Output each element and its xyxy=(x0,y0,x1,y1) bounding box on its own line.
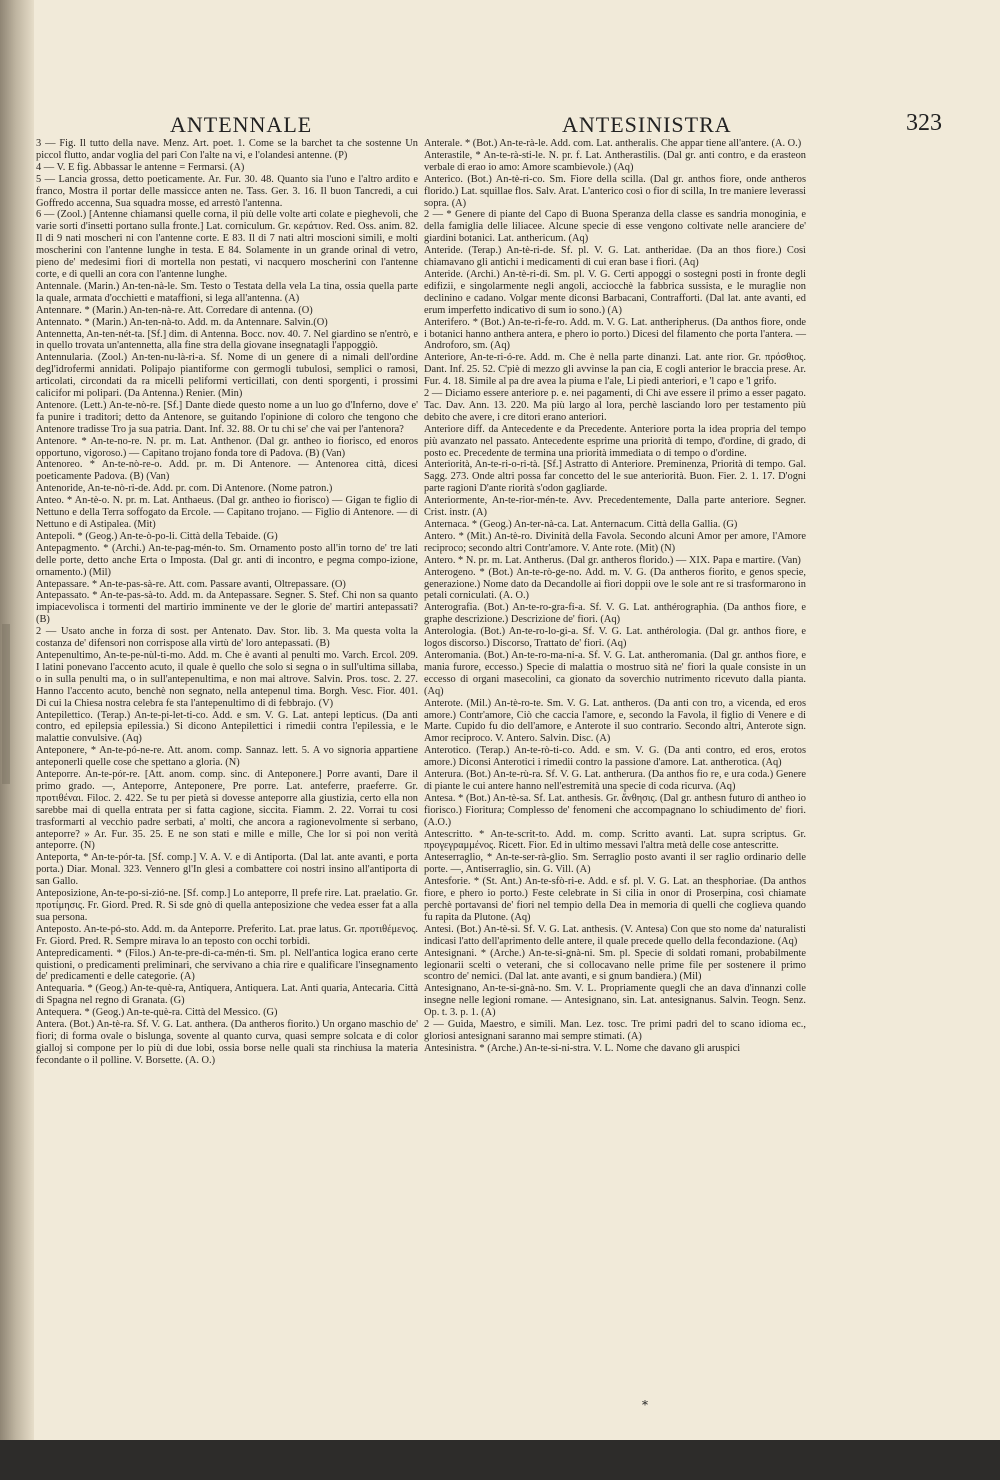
dictionary-entry: Antenore. (Lett.) An-te-nò-re. [Sf.] Dante diede questo nome a un luo go d'Inferno, dove e' fa punire i traditori; detto da Antenore, se guitando l'opinione di coloro che tengono che Antenore tradisse Tro ja sua patria. Dant. Inf. 32. 88. Or tu chi se' che vai per l'antenora? xyxy=(36,399,418,435)
dictionary-entry: Anteposto. An-te-pó-sto. Add. m. da Anteporre. Preferito. Lat. prae latus. Gr. προτιθέμενος. Fr. Giord. Pred. R. Sempre mirava lo an teposto con occhi torbidi. xyxy=(36,923,418,947)
dictionary-entry: Antequaria. * (Geog.) An-te-què-ra, Antiquera, Antiquera. Lat. Anti quaria, Antecaria. Città di Spagna nel regno di Granata. (G) xyxy=(36,983,418,1007)
dictionary-entry: Antenore. * An-te-no-re. N. pr. m. Lat. Anthenor. (Dal gr. antheo io fiorisco, ed enoros opportuno, vigoroso.) — Capitano trojano fonda tore di Padova. (B) (Van) xyxy=(36,435,418,459)
dictionary-entry: Antero. * (Mit.) An-tè-ro. Divinità della Favola. Secondo alcuni Amor per amore, l'Amore reciproco; secondo altri Contr'amore. V. Ante rote. (Mit) (N) xyxy=(424,530,806,554)
running-head-right: ANTESINISTRA xyxy=(562,112,732,137)
dictionary-entry: Anteporre. An-te-pór-re. [Att. anom. comp. sinc. di Anteponere.] Porre avanti, Dare il primo grado. —, Anteporre, Anteponere, Pre porre. Lat. anteferre, praeferre. Gr. προτιθέναι. Filoc. 2. 422. Se tu per pietà si dovesse anteporre alla giustizia, certo ella non sarebbe mai di quella entrata per sì fatta cagione, siccita. Fiamm. 2. 22. Vorrai tu cosi trasformarti al vecchio padre serbati, a' molti, che ancora a ragionevolmente si serbano, anteporre? » Ar. Fur. 35. 25. E ne son stati e mille e mille, Che lor si poi non verità anteporre. (N) xyxy=(36,769,418,852)
dictionary-entry: Antepassato. * An-te-pas-sà-to. Add. m. da Antepassare. Segner. S. Stef. Chi non sa quanto impiacevolisca i tormenti del martirio imminente ve der le glorie de' martiri antepassati? (B) xyxy=(36,590,418,626)
dictionary-entry: Antennare. * (Marin.) An-ten-nà-re. Att. Corredare di antenna. (O) xyxy=(36,304,313,316)
dictionary-entry: Anterografia. (Bot.) An-te-ro-gra-fi-a. Sf. V. G. Lat. anthérographia. (Da anthos fiore, e graphe descrizione.) Descrizione de' fiori. (Aq) xyxy=(424,602,806,626)
dictionary-entry: 2 — Usato anche in forza di sost. per Antenato. Dav. Stor. lib. 3. Ma questa volta la costanza de' difensori non corrispose alla virtù de' loro antepassati. (B) xyxy=(36,626,418,650)
page-number: 323 xyxy=(906,110,942,136)
dictionary-entry: Anteporta, * An-te-pór-ta. [Sf. comp.] V. A. V. e di Antiporta. (Dal lat. ante avanti, e porta porta.) Diar. Monal. 323. Vennero gl'In glesi a combattere coi nostri insino all'antiporta di san Gallo. xyxy=(36,852,418,888)
footer-mark: * xyxy=(642,1398,648,1412)
dictionary-entry: Antepilettico. (Terap.) An-te-pi-let-ti-co. Add. e sm. V. G. Lat. antepi lepticus. (Da anti contro, ed epilepsia epilessia.) Si dicono Antepilettici i rimedii contra l'epilessia, e le malattie convulsive. (Aq) xyxy=(36,709,418,745)
dictionary-entry: Antepagmento. * (Archi.) An-te-pag-mén-to. Sm. Ornamento posto all'in torno de' tre lati delle porte, detto anche Erta o Imposta. (Dal gr. anti di incontro, e pegma compo-izione, ornamento.) (Mil) xyxy=(36,542,418,578)
dictionary-entry: Antepoli. * (Geog.) An-te-ò-po-li. Città della Tebaide. (G) xyxy=(36,530,278,542)
dictionary-entry: Anteo. * An-tè-o. N. pr. m. Lat. Anthaeus. (Dal gr. antheo io fiorisco) — Gigan te figlio di Nettuno e della Terra soffogato da Ercole. — Capitano trojano. — Figlio di Antenore. — di Nettuno e di Astipalea. (Mit) xyxy=(36,495,418,530)
dictionary-entry: Anterote. (Mil.) An-tè-ro-te. Sm. V. G. Lat. antheros. (Da anti con tro, a vicenda, ed eros amore.) Contr'amore, Ciò che caccia l'amore, e, secondo la Favola, il figlio di Venere e di Marte. Cupido fu dio dell'amore, e Anterote il suo contrario. Secondo altri, Anterote sign. Amor reciproco. V. Antero. Salvin. Disc. (A) xyxy=(424,697,806,745)
dictionary-entry: Anteriormente, An-te-rior-mén-te. Avv. Precedentemente, Dalla parte anteriore. Segner. Crist. instr. (A) xyxy=(424,495,806,519)
scan-bottom-border xyxy=(0,1440,1000,1480)
dictionary-entry: Anteposizione, An-te-po-si-zió-ne. [Sf. comp.] Lo anteporre, Il prefe rire. Lat. praelatio. Gr. προτίμησις. Fr. Giord. Pred. R. Si sde gnò di quella anteposizione che vedea esser fat a alla sua persona. xyxy=(36,888,418,923)
dictionary-entry: Antescritto. * An-te-scrit-to. Add. m. comp. Scritto avanti. Lat. supra scriptus. Gr. προγεγραμμένος. Ricett. Fior. Ed in ultimo messavi l'altra metà delle cose antescritte. xyxy=(424,828,806,852)
dictionary-entry: Antenoride, An-te-nò-ri-de. Add. pr. com. Di Antenore. (Nome patron.) xyxy=(36,483,333,495)
dictionary-entry: Anteriore diff. da Antecedente e da Precedente. Anteriore porta la idea propria del tempo più avanzato nel passato. Antecedente esprime una priorità di tempo, d'ordine, di grado, di posto ec. Precedente de termina una priorità immediata o di tempo o d'ordine. xyxy=(424,423,806,459)
dictionary-entry: Antesa. * (Bot.) An-tè-sa. Sf. Lat. anthesis. Gr. ἄνθησις. (Dal gr. anthesn futuro di antheo io fiorisco.) Fioritura; Complesso de' fenomeni che accompagnano lo schiudimento de' fiori. (A.O.) xyxy=(424,792,806,828)
dictionary-entry: Antepredicamenti. * (Filos.) An-te-pre-di-ca-mén-ti. Sm. pl. Nell'antica logica erano certe quistioni, o predicamenti preliminari, che servivano a chia rire e qualificare l'insegnamento de' predicamenti e delle categorie. (A) xyxy=(36,947,418,983)
running-head-left: ANTENNALE xyxy=(170,112,313,137)
dictionary-entry: Anterastile, * An-te-rà-sti-le. N. pr. f. Lat. Antherastilis. (Dal gr. anti contro, e da erasteon verbale di erao io amo: Amore scambievole.) (Aq) xyxy=(424,149,806,173)
dictionary-entry: 2 — Diciamo essere anteriore p. e. nei pagamenti, di Chi ave essere il primo a esser pagato. Tac. Dav. Ann. 13. 220. Ma più largo al lora, perchè lasciando loro per testamento più debito che avere, i cre ditori erano anteriori. xyxy=(424,388,806,423)
dictionary-entry: Anteriorità, An-te-ri-o-ri-tà. [Sf.] Astratto di Anteriore. Preminenza, Priorità di tempo. Gal. Sagg. 273. Onde altri possa far concetto del le sue anteriorità. Buon. Fier. 2. 1. 17. D'ogni parte ragioni D'ante riorità s'odon gagliarde. xyxy=(424,459,806,495)
dictionary-entry: 3 — Fig. Il tutto della nave. Menz. Art. poet. 1. Come se la barchet ta che sostenne Un piccol flutto, andar voglia del pari Con l'alte na vi, e l'olandesi antenne. (P) xyxy=(36,138,418,161)
dictionary-entry: Anteponere, * An-te-pó-ne-re. Att. anom. comp. Sannaz. lett. 5. A vo signoria appartiene anteponerli quelle cose che spettano a gloria. (N) xyxy=(36,745,418,769)
dictionary-entry: Antennetta, An-ten-nét-ta. [Sf.] dim. di Antenna. Bocc. nov. 40. 7. Nel giardino se n'entrò, e in quello trovata un'antennetta, alla fine stra della giovane insegnatagli l'appoggiò. xyxy=(36,328,418,352)
dictionary-entry: Antequera. * (Geog.) An-te-què-ra. Città del Messico. (G) xyxy=(36,1007,278,1019)
dictionary-entry: Anterale. * (Bot.) An-te-rà-le. Add. com. Lat. antheralis. Che appar tiene all'antere. (A. O.) xyxy=(424,138,802,149)
dictionary-entry: Antesignano, An-te-si-gnà-no. Sm. V. L. Propriamente quegli che an dava d'innanzi colle insegne nelle legioni romane. — Antesignano, sin. Lat. antesignanus. Salvin. Teogn. Senz. Op. t. 3. p. 1. (A) xyxy=(424,983,806,1019)
dictionary-entry: Antesinistra. * (Arche.) An-te-si-ni-stra. V. L. Nome che davano gli aruspici xyxy=(424,1042,741,1054)
dictionary-entry: Antesforie. * (St. Ant.) An-te-sfò-ri-e. Add. e sf. pl. V. G. Lat. an thesphoriae. (Da anthos fiore, e phero io porto.) Feste celebrate in Si cilia in onor di Proserpina, così chiamate perchè portavansi de' fiori nel tempio della Dea in memoria di quelli che coglieva quando fu rapita da Plutone. (Aq) xyxy=(424,876,806,923)
dictionary-entry: Anteride. (Terap.) An-tè-ri-de. Sf. pl. V. G. Lat. antheridae. (Da an thos fiore.) Così chiamavano gli antichi i medicamenti di cui eran base i fiori. (Aq) xyxy=(424,245,806,269)
dictionary-entry: Anterologia. (Bot.) An-te-ro-lo-gi-a. Sf. V. G. Lat. anthérologia. (Dal gr. anthos fiore, e logos discorso.) Discorso, Trattato de' fiori. (Aq) xyxy=(424,626,806,650)
dictionary-entry: 4 — V. E fig. Abbassar le antenne = Fermarsi. (A) xyxy=(36,161,245,173)
dictionary-entry: Anteserraglio, * An-te-ser-rà-glio. Sm. Serraglio posto avanti il ser raglio ordinario delle porte. —, Antiserraglio, sin. G. Vill. (A) xyxy=(424,852,806,876)
right-column xyxy=(424,138,806,1055)
dictionary-entry: 6 — (Zool.) [Antenne chiamansi quelle corna, il più delle volte arti colate e pieghevoli, che varie sorti d'insetti portano sulla fronte.] Lat. corniculum. Gr. κεράτιον. Red. Oss. anim. 82. Il di 9 nati moscheri ni con l'antenne corte. E 83. Il di 7 nati altri moscioni simili, e molti moscherini con l'antenne lunghe in testa. E 84. Solamente in un grande orinal di vetro, pieno de' medesimi fiori di mortella non pestati, vi nacquero moscherini con l'antenne corte, e di quelli an cora con l'antenne lunghe. xyxy=(36,209,418,280)
dictionary-entry: Anterifero. * (Bot.) An-te-rì-fe-ro. Add. m. V. G. Lat. antheripherus. (Da anthos fiore, onde i botanici hanno anthera antera, e phero io porto.) Dicesi del filamento che porta l'antera. — Androforo, sm. (Aq) xyxy=(424,316,806,352)
dictionary-entry: Antepassare. * An-te-pas-sà-re. Att. com. Passare avanti, Oltrepassare. (O) xyxy=(36,578,346,590)
binding-mark xyxy=(2,624,10,784)
dictionary-entry: Anterura. (Bot.) An-te-rù-ra. Sf. V. G. Lat. antherura. (Da anthos fio re, e ura coda.) Genere di piante le cui antere hanno nell'estremità una specie di coda ricurva. (Aq) xyxy=(424,769,806,792)
dictionary-entry: Antenoreo. * An-te-nò-re-o. Add. pr. m. Di Antenore. — Antenorea città, dicesi poeticamente Padova. (B) (Van) xyxy=(36,459,418,483)
dictionary-entry: Anteromania. (Bot.) An-te-ro-ma-ni-a. Sf. V. G. Lat. antheromania. (Dal gr. anthos fiore, e mania furore, eccesso.) Specie di malattia o mostruo sità ne' fiori la quale consiste in un eccesso di organi masecolini, ca gionato da soverchio nutrimento ricevuto dalla pianta. (Aq) xyxy=(424,649,806,697)
dictionary-entry: Antepenultimo, An-te-pe-nùl-ti-mo. Add. m. Che è avanti al penulti mo. Varch. Ercol. 209. I latini ponevano l'accento acuto, il quale è quello che solo si segna o in sull'ultima sillaba, o in sulla penulti ma, o in sull'antepenultima, e non mai altrove. Salvin. Pros. tosc. 2. 27. Hanno l'accento acuto, benchè non segnato, nella antepenul tima. Borgh. Vesc. Fior. 401. Di cui la Chiesa nostra celebra fe sta l'antepenultimo di di febbrajo. (V) xyxy=(36,649,418,709)
dictionary-entry: Antennularia. (Zool.) An-ten-nu-là-ri-a. Sf. Nome di un genere di a nimali dell'ordine degl'idrofermi annidati. Polipajo piantiforme con germogli tubulosi, semplici o ramosi, articolati, circondati da ra micelli peliformi verticillati, con denti sporgenti, i prossimi calicifor mi polipari. (Da Antenna.) Renier. (Min) xyxy=(36,352,418,400)
dictionary-entry: Anternaca. * (Geog.) An-ter-nà-ca. Lat. Anternacum. Città della Gallia. (G) xyxy=(424,519,738,530)
dictionary-entry: Antennale. (Marin.) An-ten-nà-le. Sm. Testo o Testata della vela La tina, ossia quella parte la quale, armata d'occhietti e mataffioni, si lega all'antenna. (A) xyxy=(36,280,418,304)
dictionary-entry: Antero. * N. pr. m. Lat. Antherus. (Dal gr. antheros florido.) — XIX. Papa e martire. (Van) xyxy=(424,554,801,566)
dictionary-entry: Anteriore, An-te-ri-ó-re. Add. m. Che è nella parte dinanzi. Lat. ante rior. Gr. πρόσθιος. Dant. Inf. 25. 52. C'piè di mezzo gli avvinse la pan cia, E cogli anterior le braccia prese. Ar. Fur. 4. 18. Simile al pa dre avea la piuma e l'ale, Li piedi anteriori, e 'l capo e 'l grifo. xyxy=(424,352,806,388)
dictionary-entry: Anterotico. (Terap.) An-te-rò-ti-co. Add. e sm. V. G. (Da anti contro, ed eros, erotos amore.) Diconsi Anterotici i rimedii contro la passione d'amore. Lat. antherotica. (Aq) xyxy=(424,745,806,769)
dictionary-entry: Anterico. (Bot.) An-tè-ri-co. Sm. Fiore della scilla. (Dal gr. anthos fiore, onde antheros florido.) Lat. squillae flos. Salv. Arat. L'anterico così o fior di scilla, In tre maniere leverassi sopra. (A) xyxy=(424,173,806,209)
dictionary-entry: Antesi. (Bot.) An-tè-si. Sf. V. G. Lat. anthesis. (V. Antesa) Con que sto nome da' naturalisti indicasi l'atto dell'aprimento delle antere, il quale precede quello della fecondazione. (Aq) xyxy=(424,923,806,947)
dictionary-entry: 5 — Lancia grossa, detto poeticamente. Ar. Fur. 30. 48. Quanto sia l'uno e l'altro ardito e franco, Mostra il portar delle massicce anten ne. Tass. Ger. 3. 16. Il buon Tancredi, a cui Goffredo accenna, Sua squadra mosse, ed arrestò l'antenna. xyxy=(36,173,418,209)
left-column xyxy=(36,138,418,1067)
dictionary-entry: Antesignani. * (Arche.) An-te-si-gnà-ni. Sm. pl. Specie di soldati romani, probabilmente legionarii scelti o veterani, che si collocavano nelle prime file per sostenere il primo scontro de' nemici. (Dal lat. ante avanti, e si gnum bandiera.) (Mil) xyxy=(424,947,806,983)
dictionary-entry: Anterogeno. * (Bot.) An-te-rò-ge-no. Add. m. V. G. (Da antheros fiorito, e genos specie, generazione.) Nome dato da Decandolle ai fiori doppii ove le sole ant re si trasformarono in petali corniculati. (A. O.) xyxy=(424,566,806,602)
dictionary-entry: Antera. (Bot.) An-tè-ra. Sf. V. G. Lat. anthera. (Da antheros fiorito.) Un organo maschio de' fiori; di forma ovale o bislunga, sovente al quanto curva, quasi sempre solcata e di color gialloj si compone per lo più di due lobi, ossia borse nelle quali sta rinchiusa la materia fecondante o il polline. V. Borsette. (A. O.) xyxy=(36,1019,418,1066)
dictionary-entry: 2 — Guida, Maestro, e simili. Man. Lez. tosc. Tre primi padri del to scano idioma ec., gloriosi antesignani saranno mai sempre stimati. (A) xyxy=(424,1019,806,1042)
dictionary-entry: Antennato. * (Marin.) An-ten-nà-to. Add. m. da Antennare. Salvin.(O) xyxy=(36,316,328,328)
dictionary-entry: 2 — * Genere di piante del Capo di Buona Speranza della classe es sandria monoginia, e della famiglia delle liliacee. Alcune specie di esse vengono coltivate nelle aranciere de' giardini botanici. Lat. anthericum. (Aq) xyxy=(424,209,806,245)
dictionary-entry: Anteride. (Archi.) An-tè-ri-di. Sm. pl. V. G. Certi appoggi o sostegni posti in fronte degli edifizii, e singolarmente negli angoli, acciocchè la fabbrica sussista, e le muraglie non declinino e cadano. Volgar mente diconsi Barbacani, Contrafforti. (Dal lat. ante avanti, ed erum imperfetto indicativo di sum io sono.) (A) xyxy=(424,268,806,316)
